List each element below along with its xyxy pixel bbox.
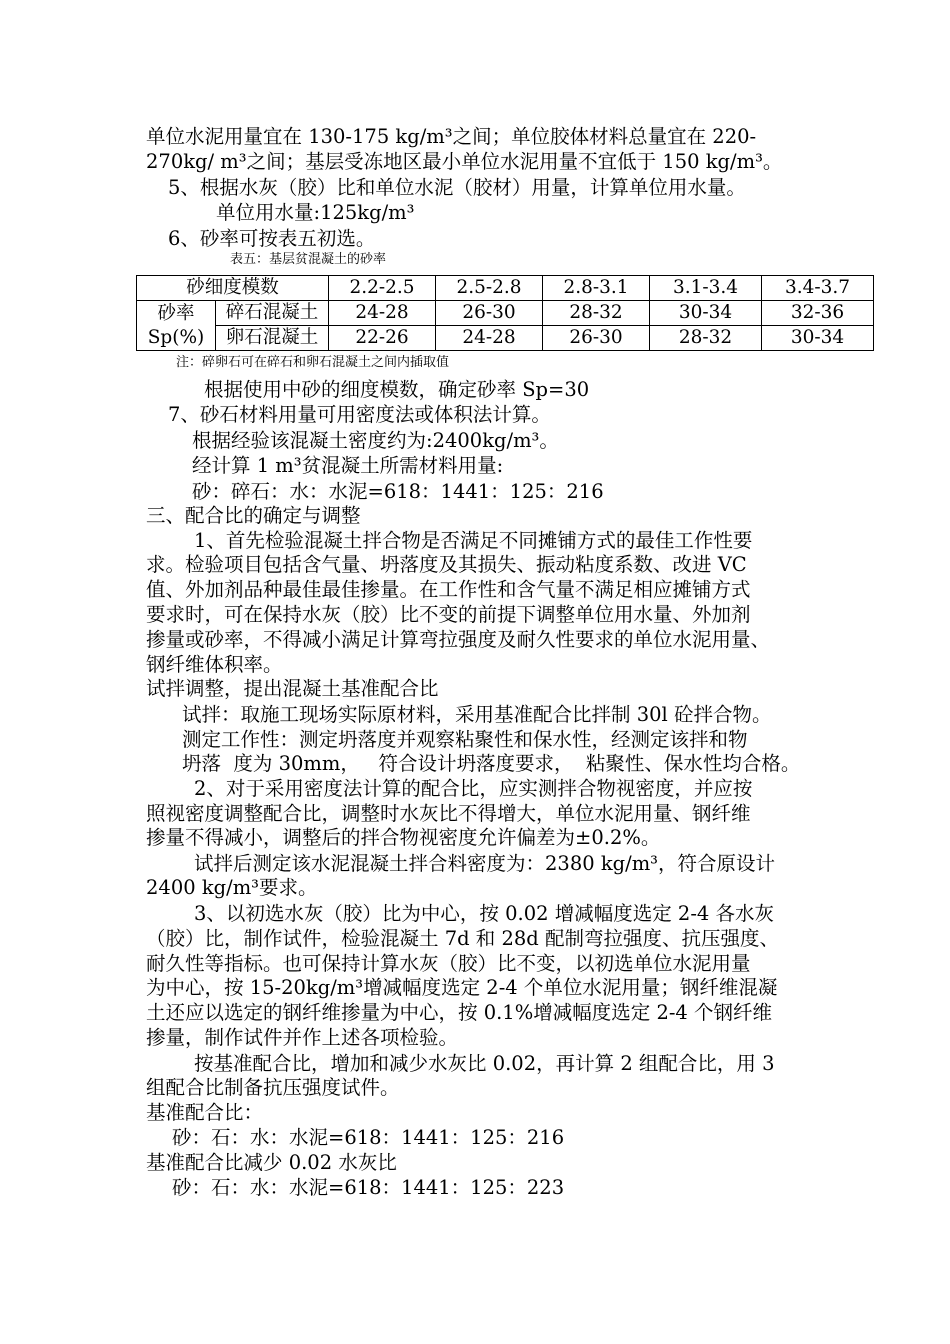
paragraph-line: 单位水泥用量宜在 130-175 kg/m³之间；单位胶体材料总量宜在 220- (146, 125, 757, 148)
table-cell: 30-34 (650, 301, 762, 326)
paragraph-line: 要求时，可在保持水灰（胶）比不变的前提下调整单位用水量、外加剂 (146, 603, 751, 626)
paragraph-line: 为中心，按 15-20kg/m³增减幅度选定 2-4 个单位水泥用量；钢纤维混凝 (146, 976, 778, 999)
table-row (137, 326, 874, 351)
sand-ratio-unit-label: Sp(%) (147, 326, 205, 348)
table-cell: 24-28 (436, 326, 543, 351)
table-cell: 32-36 (762, 301, 874, 326)
mix-ratio-line: 砂：碎石：水：水泥=618：1441：125：216 (192, 480, 604, 503)
mix-ratio-line: 砂：石：水：水泥=618：1441：125：223 (172, 1176, 565, 1199)
paragraph-line: （胶）比，制作试件，检验混凝土 7d 和 28d 配制弯拉强度、抗压强度、 (146, 927, 779, 950)
table-header-row (137, 276, 874, 301)
paragraph-line: 掺量不得减小，调整后的拌合物视密度允许偏差为±0.2%。 (146, 826, 661, 849)
paragraph-line: 土还应以选定的钢纤维掺量为中心，按 0.1%增减幅度选定 2-4 个钢纤维 (146, 1001, 773, 1024)
paragraph-line: 掺量或砂率，不得减小满足计算弯拉强度及耐久性要求的单位水泥用量、 (146, 628, 771, 651)
row-label: 卵石混凝土 (216, 326, 329, 351)
step-6-heading: 6、砂率可按表五初选。 (168, 227, 376, 250)
paragraph-line: 经计算 1 m³贫混凝土所需材料用量: (192, 454, 504, 477)
paragraph-line: 掺量，制作试件并作上述各项检验。 (146, 1026, 459, 1049)
paragraph-line: 试拌：取施工现场实际原材料，采用基准配合比拌制 30l 砼拌合物。 (182, 703, 772, 726)
paragraph-line: 2400 kg/m³要求。 (146, 876, 318, 899)
table-cell: 22-26 (329, 326, 436, 351)
paragraph-line: 根据经验该混凝土密度约为:2400kg/m³。 (192, 429, 559, 452)
step-7-heading: 7、砂石材料用量可用密度法或体积法计算。 (168, 403, 551, 426)
table-cell: 26-30 (543, 326, 650, 351)
paragraph-line: 270kg/ m³之间；基层受冻地区最小单位水泥用量不宜低于 150 kg/m³。 (146, 150, 783, 173)
paragraph-line: 3、以初选水灰（胶）比为中心，按 0.02 增减幅度选定 2-4 各水灰 (194, 902, 775, 925)
paragraph-line: 按基准配合比，增加和减少水灰比 0.02，再计算 2 组配合比，用 3 (194, 1052, 775, 1075)
column-header: 2.5-2.8 (436, 276, 543, 301)
sand-ratio-label: 砂率 (157, 302, 195, 324)
mix-ratio-line: 砂：石：水：水泥=618：1441：125：216 (172, 1126, 565, 1149)
paragraph-line: 试拌后测定该水泥混凝土拌合料密度为：2380 kg/m³，符合原设计 (194, 852, 776, 875)
paragraph-line: 值、外加剂品种最佳最佳掺量。在工作性和含气量不满足相应摊铺方式 (146, 578, 751, 601)
subsection-heading: 基准配合比： (146, 1101, 264, 1124)
paragraph-line: 求。检验项目包括含气量、坍落度及其损失、振动粘度系数、改进 VC (146, 553, 747, 576)
table-cell: 26-30 (436, 301, 543, 326)
sand-ratio-table (136, 275, 874, 351)
table-cell: 30-34 (762, 326, 874, 351)
paragraph-line: 坍落 度为 30mm， 符合设计坍落度要求， 粘聚性、保水性均合格。 (182, 752, 801, 775)
water-amount-line: 单位用水量:125kg/m³ (216, 201, 415, 224)
paragraph-line: 组配合比制备抗压强度试件。 (146, 1076, 400, 1099)
row-label: 碎石混凝土 (216, 301, 329, 326)
paragraph-line: 测定工作性：测定坍落度并观察粘聚性和保水性，经测定该拌和物 (182, 728, 748, 751)
paragraph-line: 1、首先检验混凝土拌合物是否满足不同摊铺方式的最佳工作性要 (194, 529, 753, 552)
table-note: 注：碎卵石可在碎石和卵石混凝土之间内插取值 (176, 355, 450, 370)
subsection-heading: 基准配合比减少 0.02 水灰比 (146, 1151, 397, 1174)
step-5-heading: 5、根据水灰（胶）比和单位水泥（胶材）用量，计算单位用水量。 (168, 176, 746, 199)
table-cell: 28-32 (650, 326, 762, 351)
column-header: 3.1-3.4 (650, 276, 762, 301)
table-row (137, 301, 874, 326)
paragraph-line: 钢纤维体积率。 (146, 653, 283, 676)
table-cell: 24-28 (329, 301, 436, 326)
subsection-heading: 试拌调整，提出混凝土基准配合比 (146, 677, 439, 700)
paragraph-line: 照视密度调整配合比，调整时水灰比不得增大，单位水泥用量、钢纤维 (146, 802, 751, 825)
column-header: 2.8-3.1 (543, 276, 650, 301)
table-cell: 28-32 (543, 301, 650, 326)
section-heading: 三、配合比的确定与调整 (146, 504, 361, 527)
header-fineness-label: 砂细度模数 (137, 276, 329, 301)
column-header: 3.4-3.7 (762, 276, 874, 301)
paragraph-line: 2、对于采用密度法计算的配合比，应实测拌合物视密度，并应按 (194, 777, 753, 800)
row-group-label (137, 301, 216, 351)
table-caption: 表五：基层贫混凝土的砂率 (230, 252, 387, 267)
column-header: 2.2-2.5 (329, 276, 436, 301)
paragraph-line: 耐久性等指标。也可保持计算水灰（胶）比不变，以初选单位水泥用量 (146, 952, 751, 975)
paragraph-line: 根据使用中砂的细度模数，确定砂率 Sp=30 (204, 378, 590, 401)
